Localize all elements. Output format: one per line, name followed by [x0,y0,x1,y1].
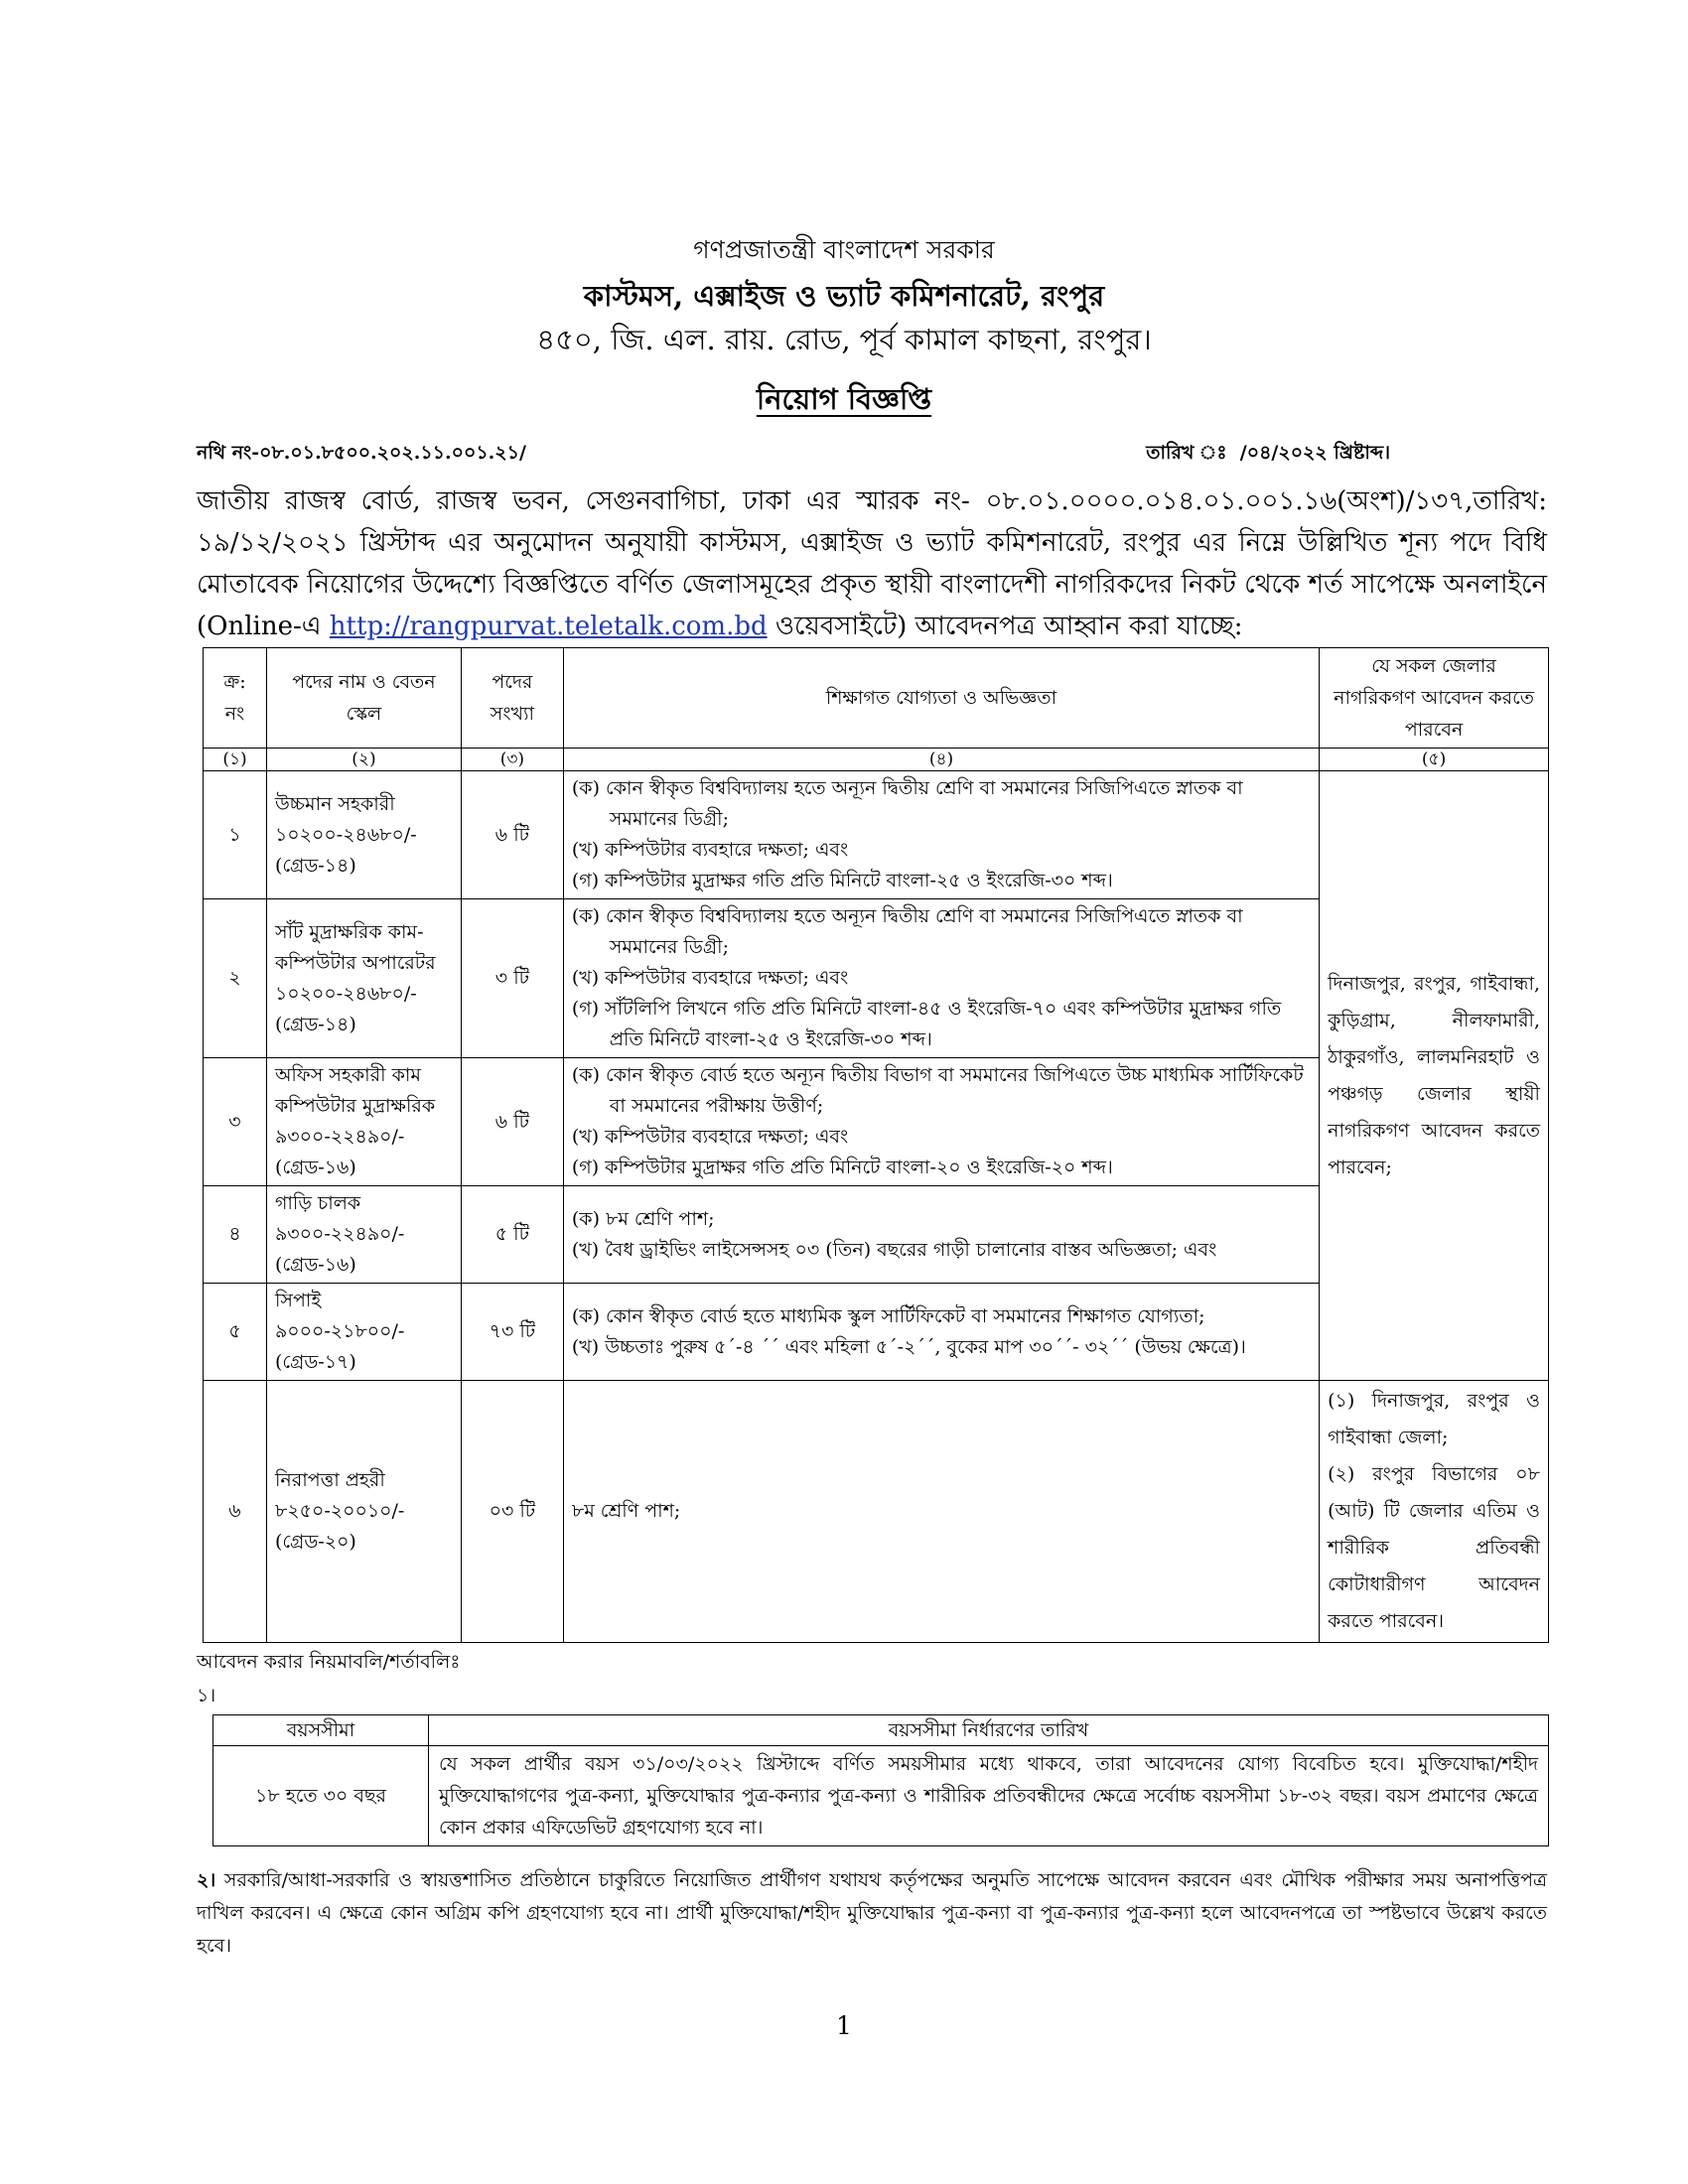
notice-date: তারিখ ঃ /০৪/২০২২ খ্রিষ্টাব্দ। [1146,442,1390,464]
post-cell [266,1186,461,1284]
vacancy-table [203,647,1549,1643]
header-age-date: বয়সসীমা নির্ধারণের তারিখ [429,1715,1549,1746]
grade: (গ্রেড-১৭) [274,1351,356,1373]
qualification-cell [563,771,1319,899]
column-number: (১) [204,749,267,771]
pay-scale: ৯০০০-২১৮০০/- [274,1320,405,1342]
post-name: গাড়ি চালক [274,1192,361,1214]
qualification-cell [563,1058,1319,1186]
district-item: (২) রংপুর বিভাগের ০৮ (আট) টি জেলার এতিম ও শারীরিক প্রতিবন্ধী কোটাধারীগণ আবেদন করতে পারবেন। [1328,1463,1540,1632]
qualification-item: (ক) কোন স্বীকৃত বিশ্ববিদ্যালয় হতে অন্যূন দ্বিতীয় শ্রেণি বা সমমানের সিজিপিএতে স্নাতক বা সমমানের ডিগ্রী; [571,905,1243,958]
count-cell: ৭৩ টি [461,1284,563,1381]
intro-paragraph [197,480,1547,647]
notice-title [0,377,1688,426]
post-name: সাঁট মুদ্রাক্ষরিক কাম-কম্পিউটার অপারেটর [274,920,436,974]
serial-cell: ৪ [204,1186,267,1284]
pay-scale: ৮২৫০-২০০১০/- [274,1500,405,1522]
intro-text: জাতীয় রাজস্ব বোর্ড, রাজস্ব ভবন, সেগুনবাগিচা, ঢাকা এর স্মারক নং- ০৮.০১.০০০০.০১৪.০১.০০১.১৬(অংশ)/১৩৭,তারিখ: ১৯/১২/২০২১ খ্রিস্টাব্দ এর অনুমোদন অনুযায়ী কাস্টমস, এক্সাইজ ও ভ্যাট কমিশনারেট, রংপুর এর নিম্নে উল্লিখিত শূন্য পদে বিধি মোতাবেক নিয়োগের উদ্দেশ্যে বিজ্ঞপ্তিতে বর্ণিত জেলাসমূহের প্রকৃত স্থায়ী বাংলাদেশী নাগরিকদের নিকট থেকে শর্ত সাপেক্ষে অনলাইনে (Online-এ [197,486,1547,641]
table-row [204,1381,1549,1643]
districts-cell: দিনাজপুর, রংপুর, গাইবান্ধা, কুড়িগ্রাম, নীলফামারী, ঠাকুরগাঁও, লালমনিরহাট ও পঞ্চগড় জেলার স্থায়ী নাগরিকগণ আবেদন করতে পারবেন; [1320,771,1549,1381]
qualification-item: (গ) সাঁটলিপি লিখনে গতি প্রতি মিনিটে বাংলা-৪৫ ও ইংরেজি-৭০ এবং কম্পিউটার মুদ্রাক্ষর গতি প্রতি মিনিটে বাংলা-২৫ ও ইংরেজি-৩০ শব্দ। [571,998,1282,1050]
grade: (গ্রেড-১৬) [274,1157,356,1178]
header-count: পদের সংখ্যা [461,648,563,749]
post-name: উচ্চমান সহকারী [274,792,395,815]
post-cell [266,899,461,1058]
age-limit-value: ১৮ হতে ৩০ বছর [213,1746,429,1846]
office-name: কাস্টমস, এক্সাইজ ও ভ্যাট কমিশনারেট, রংপুর [583,279,1105,313]
post-cell [266,1381,461,1643]
grade: (গ্রেড-২০) [274,1531,356,1553]
rule-2-paragraph [197,1864,1547,1963]
pay-scale: ৯৩০০-২২৪৯০/- [274,1223,405,1245]
header-serial: ক্র: নং [204,648,267,749]
qualification-cell [563,1186,1319,1284]
count-cell: ৩ টি [461,899,563,1058]
rule-number: ২। [197,1869,216,1891]
qualification-cell [563,1381,1319,1643]
qualification-item: (ক) কোন স্বীকৃত বোর্ড হতে অন্যূন দ্বিতীয় বিভাগ বা সমমানের জিপিএতে উচ্চ মাধ্যমিক সার্টিফিকেট বা সমমানের পরীক্ষায় উত্তীর্ণ; [571,1064,1304,1117]
column-number: (৫) [1320,749,1549,771]
district-item: (১) দিনাজপুর, রংপুর ও গাইবান্ধা জেলা; [1328,1390,1540,1448]
column-number: (৪) [563,749,1319,771]
post-name: অফিস সহকারী কাম কম্পিউটার মুদ্রাক্ষরিক [274,1064,436,1117]
grade: (গ্রেড-১৪) [274,854,356,877]
qualification-cell [563,899,1319,1058]
rule-number: ১। [197,1685,216,1706]
column-number: (২) [266,749,461,771]
qualification-item: (ক) ৮ম শ্রেণি পাশ; [571,1207,715,1230]
serial-cell: ৫ [204,1284,267,1381]
qualification-item: (ক) কোন স্বীকৃত বিশ্ববিদ্যালয় হতে অন্যূন দ্বিতীয় শ্রেণি বা সমমানের সিজিপিএতে স্নাতক বা সমমানের ডিগ্রী; [571,777,1243,830]
qualification-item: (খ) উচ্চতাঃ পুরুষ ৫´-৪ ´´ এবং মহিলা ৫´-২´´, বুকের মাপ ৩০´´- ৩২´´ (উভয় ক্ষেত্রে)। [571,1335,1246,1358]
page-number: 1 [836,2011,852,2040]
pay-scale: ১০২০০-২৪৬৮০/- [274,982,417,1005]
grade: (গ্রেড-১৪) [274,1013,356,1035]
column-number: (৩) [461,749,563,771]
header-age-limit: বয়সসীমা [213,1715,429,1746]
qualification-item: ৮ম শ্রেণি পাশ; [571,1500,681,1522]
grade: (গ্রেড-১৬) [274,1254,356,1276]
serial-cell: ৩ [204,1058,267,1186]
qualification-item: (খ) কম্পিউটার ব্যবহারে দক্ষতা; এবং [571,839,849,861]
post-name: সিপাই [274,1290,322,1311]
memo-number: নথি নং-০৮.০১.৮৫০০.২০২.১১.০০১.২১/ [197,442,526,464]
office-address: ৪৫০, জি. এল. রায়. রোড, পূর্ব কামাল কাছনা, রংপুর। [536,323,1152,356]
age-limit-description: যে সকল প্রার্থীর বয়স ৩১/০৩/২০২২ খ্রিস্টাব্দে বর্ণিত সময়সীমার মধ্যে থাকবে, তারা আবেদনের যোগ্য বিবেচিত হবে। মুক্তিযোদ্ধা/শহীদ মুক্তিযোদ্ধাগণের পুত্র-কন্যা, মুক্তিযোদ্ধার পুত্র-কন্যার পুত্র-কন্যা ও শারীরিক প্রতিবন্ধীদের ক্ষেত্রে সর্বোচ্চ বয়সসীমা ১৮-৩২ বছর। বয়স প্রমাণের ক্ষেত্রে কোন প্রকার এফিডেভিট গ্রহণযোগ্য হবে না। [429,1746,1549,1846]
post-cell [266,1284,461,1381]
application-website-link[interactable]: http://rangpurvat.teletalk.com.bd [329,612,768,641]
count-cell: ৫ টি [461,1186,563,1284]
table-row [213,1746,1549,1846]
count-cell: ৬ টি [461,1058,563,1186]
government-name: গণপ্রজাতন্ত্রী বাংলাদেশ সরকার [693,235,995,264]
rules-title: আবেদন করার নিয়মাবলি/শর্তাবলিঃ [197,1651,461,1673]
serial-cell: ২ [204,899,267,1058]
serial-cell: ৬ [204,1381,267,1643]
intro-text-end: ওয়েবসাইটে) আবেদনপত্র আহ্বান করা যাচ্ছে: [767,612,1243,641]
qualification-item: (গ) কম্পিউটার মুদ্রাক্ষর গতি প্রতি মিনিটে বাংলা-২০ ও ইংরেজি-২০ শব্দ। [571,1157,1113,1178]
post-cell [266,771,461,899]
age-limit-table [212,1714,1549,1846]
qualification-item: (গ) কম্পিউটার মুদ্রাক্ষর গতি প্রতি মিনিটে বাংলা-২৫ ও ইংরেজি-৩০ শব্দ। [571,870,1113,891]
serial-cell: ১ [204,771,267,899]
post-cell [266,1058,461,1186]
qualification-cell [563,1284,1319,1381]
header-qualification: শিক্ষাগত যোগ্যতা ও অভিজ্ঞতা [563,648,1319,749]
districts-cell-quota [1320,1381,1549,1643]
pay-scale: ১০২০০-২৪৬৮০/- [274,823,417,846]
table-row [204,771,1549,899]
notice-title-text: নিয়োগ বিজ্ঞপ্তি [756,382,932,416]
header-districts: যে সকল জেলার নাগরিকগণ আবেদন করতে পারবেন [1320,648,1549,749]
pay-scale: ৯৩০০-২২৪৯০/- [274,1126,405,1148]
qualification-item: (খ) কম্পিউটার ব্যবহারে দক্ষতা; এবং [571,967,849,989]
qualification-item: (ক) কোন স্বীকৃত বোর্ড হতে মাধ্যমিক স্কুল সার্টিফিকেট বা সমমানের শিক্ষাগত যোগ্যতা; [571,1304,1205,1327]
post-name: নিরাপত্তা প্রহরী [274,1469,385,1491]
count-cell: ০৩ টি [461,1381,563,1643]
rule-2-text: সরকারি/আধা-সরকারি ও স্বায়ত্তশাসিত প্রতিষ্ঠানে চাকুরিতে নিয়োজিত প্রার্থীগণ যথাযথ কর্তৃপক্ষের অনুমতি সাপেক্ষে আবেদন করবেন এবং মৌখিক পরীক্ষার সময় অনাপত্তিপত্র দাখিল করবেন। এ ক্ষেত্রে কোন অগ্রিম কপি গ্রহণযোগ্য হবে না। প্রার্থী মুক্তিযোদ্ধা/শহীদ মুক্তিযোদ্ধার পুত্র-কন্যা বা পুত্র-কন্যার পুত্র-কন্যা হলে আবেদনপত্রে তা স্পষ্টভাবে উল্লেখ করতে হবে। [197,1869,1547,1957]
header-post: পদের নাম ও বেতন স্কেল [266,648,461,749]
qualification-item: (খ) বৈধ ড্রাইভিং লাইসেন্সসহ ০৩ (তিন) বছরের গাড়ী চালানোর বাস্তব অভিজ্ঞতা; এবং [571,1238,1217,1261]
count-cell: ৬ টি [461,771,563,899]
qualification-item: (খ) কম্পিউটার ব্যবহারে দক্ষতা; এবং [571,1126,849,1148]
